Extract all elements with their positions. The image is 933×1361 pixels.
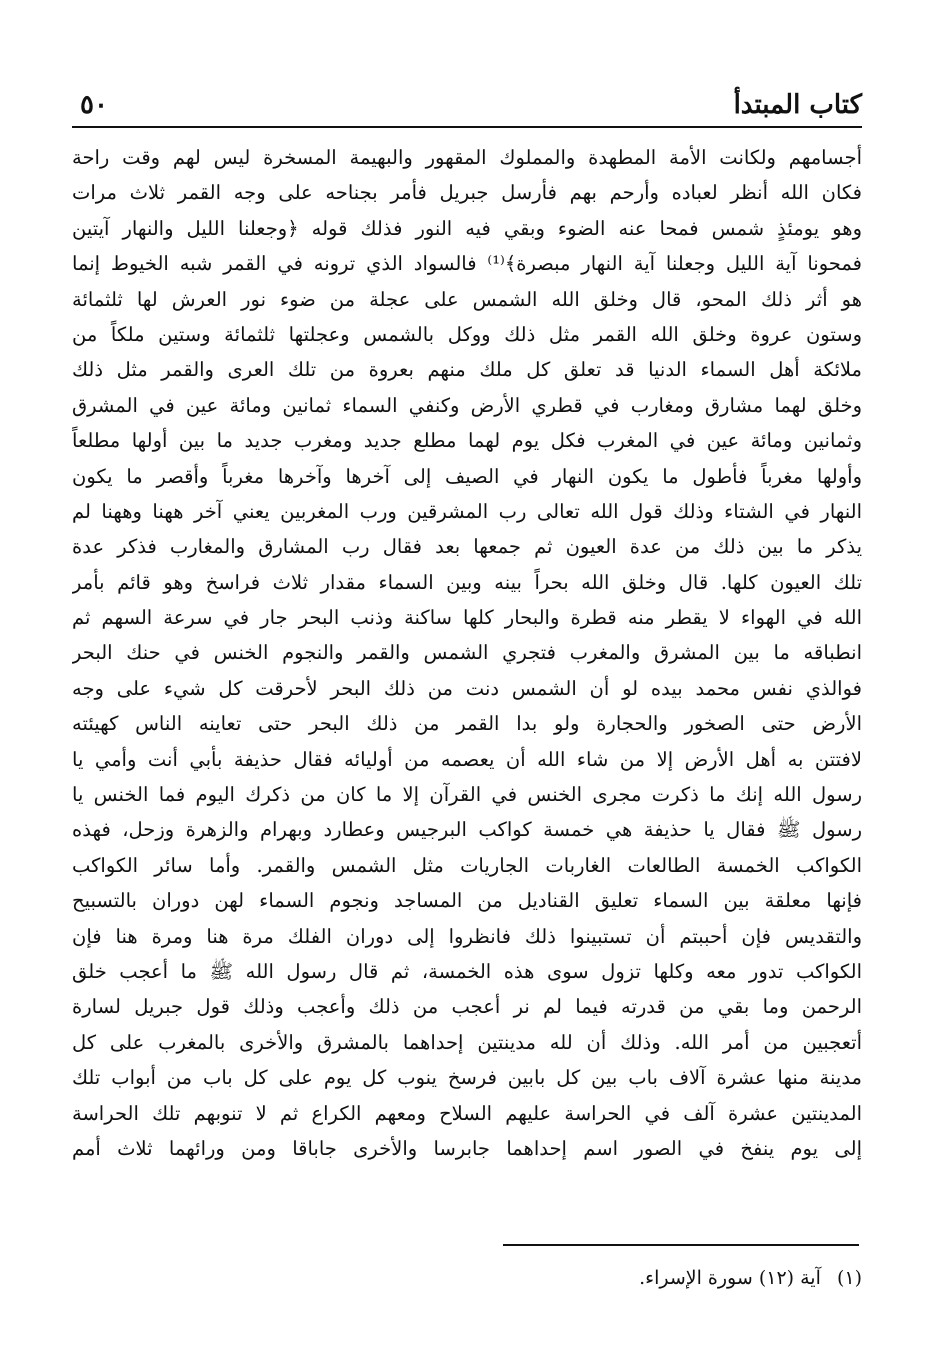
footnote-divider bbox=[503, 1244, 859, 1246]
text-line: انطباقه ما بين المشرق والمغرب فتجري الشمس والقمر والنجوم الخنس في حنك البحر bbox=[72, 641, 862, 665]
text-line: مدينة منها عشرة آلاف باب بين كل بابين فرسخ ينوب كل يوم على كل باب من أبواب تلك bbox=[72, 1066, 862, 1090]
header-divider bbox=[72, 126, 862, 128]
page-header bbox=[72, 82, 862, 122]
text-line: هو أثر ذلك المحو، قال وخلق الله الشمس على عجلة من ضوء نور العرش لها ثلثمائة bbox=[72, 287, 862, 311]
text-line: فوالذي نفس محمد بيده لو أن الشمس دنت من ذلك البحر لأحرقت كل شيء على وجه bbox=[72, 676, 862, 700]
text-line: لافتتن به أهل الأرض إلا من شاء الله أن يعصمه من أوليائه فقال حذيفة بأبي أنت وأمي يا bbox=[72, 747, 862, 771]
text-line: أجسامهم ولكانت الأمة المطهدة والمملوك المقهور والبهيمة المسخرة ليس لهم وقت راحة bbox=[72, 146, 862, 169]
text-line: ملائكة أهل السماء الدنيا قد تعلق كل ملك منهم بعروة من تلك العرى والقمر مثل ذلك bbox=[72, 358, 862, 382]
text-line: المدينتين عشرة آلف في الحراسة عليهم السلاح ومعهم الكراع ثم لا تنوبهم تلك الحراسة bbox=[72, 1101, 862, 1125]
text-line: وأولها مغرباً فأطول ما يكون النهار في الصيف إلى آخرها وآخرها مغرباً وأقصر ما يكون bbox=[72, 464, 862, 488]
footnote-number: (١) bbox=[836, 1267, 862, 1289]
footnote bbox=[72, 1264, 862, 1292]
text-line: إلى يوم ينفخ في الصور اسم إحداهما جابرسا والأخرى جاباقا ومن ورائهما ثلاث أمم bbox=[72, 1136, 862, 1160]
text-line: تلك العيون كلها. قال وخلق الله بحراً بينه وبين السماء مقدار ثلاث فراسخ وهو قائم بأمر bbox=[72, 570, 862, 594]
text-line: وثمانين ومائة عين في المغرب فكل يوم لهما مطلع جديد ومغرب جديد ما بين أولها مطلعاً bbox=[72, 429, 862, 453]
text-line: رسول الله إنك ما ذكرت مجرى الخنس في القرآن إلا ما كان من ذكرك اليوم فما الخنس يا bbox=[72, 783, 862, 807]
text-line: النهار في الشتاء وذلك قول الله تعالى رب المشرقين ورب المغربين يعني آخر ههنا وههنا لم bbox=[72, 499, 862, 523]
text-line: يذكر ما بين ذلك من عدة العيون ثم جمعها بعد فقال رب المشارق والمغارب فذكر عدة bbox=[72, 535, 862, 559]
text-line: الأرض حتى الصخور والحجارة ولو بدا القمر من ذلك البحر حتى تعاينه الناس كهيئته bbox=[72, 712, 862, 736]
text-line: الكواكب تدور معه وكلها تزول سوى هذه الخمسة، ثم قال رسول الله ﷺ ما أعجب خلق bbox=[72, 959, 862, 983]
page-number: ٥٠ bbox=[80, 90, 108, 120]
text-line: رسول ﷺ فقال يا حذيفة هي خمسة كواكب البرجيس وعطارد وبهرام والزهرة وزحل، فهذه bbox=[72, 818, 862, 842]
text-line: والتقديس فإن أحببتم أن تستبينوا ذلك فانظروا إلى دوران الفلك مرة هنا ومرة هنا فإن bbox=[72, 924, 862, 948]
text-line: فمحونا آية الليل وجعلنا آية النهار مبصرة﴾⁽¹⁾ فالسواد الذي ترونه في القمر شبه الخيوط إنما bbox=[72, 252, 862, 276]
text-line: الله في الهواء لا يقطر منه قطرة والبحار كلها ساكنة وذنب البحر جار في سرعة السهم ثم bbox=[72, 606, 862, 630]
book-title: كتاب المبتدأ bbox=[733, 90, 862, 120]
text-line: وخلق لهما مشارق ومغارب في قطري الأرض وكنفي السماء ثمانين ومائة عين في المشرق bbox=[72, 393, 862, 417]
text-line: فإنها معلقة بين السماء تعليق القناديل من المساجد ونجوم السماء لهن دوران بالتسبيح bbox=[72, 889, 862, 913]
text-line: الرحمن وما بقي من قدرته فيما لم نر أعجب من ذلك وأعجب وذلك قول جبريل لسارة bbox=[72, 995, 862, 1019]
body-text bbox=[72, 140, 862, 1166]
text-line: وستون عروة وخلق الله القمر مثل ذلك ووكل بالشمس وعجلتها ثلثمائة وستين ملكاً من bbox=[72, 322, 862, 346]
text-line: وهو يومئذٍ شمس فمحا عنه الضوء وبقي فيه النور فذلك قوله ﴿وجعلنا الليل والنهار آيتين bbox=[72, 216, 862, 240]
footnote-text: آية (١٢) سورة الإسراء. bbox=[639, 1267, 821, 1289]
text-line: الكواكب الخمسة الطالعات الغاربات الجاريات مثل الشمس والقمر. وأما سائر الكواكب bbox=[72, 853, 862, 877]
text-line: فكان الله أنظر لعباده وأرحم بهم فأرسل جبريل فأمر بجناحه على وجه القمر ثلاث مرات bbox=[72, 181, 862, 205]
text-line: أتعجبين من أمر الله. وذلك أن لله مدينتين إحداهما بالمشرق والأخرى بالمغرب على كل bbox=[72, 1030, 862, 1054]
